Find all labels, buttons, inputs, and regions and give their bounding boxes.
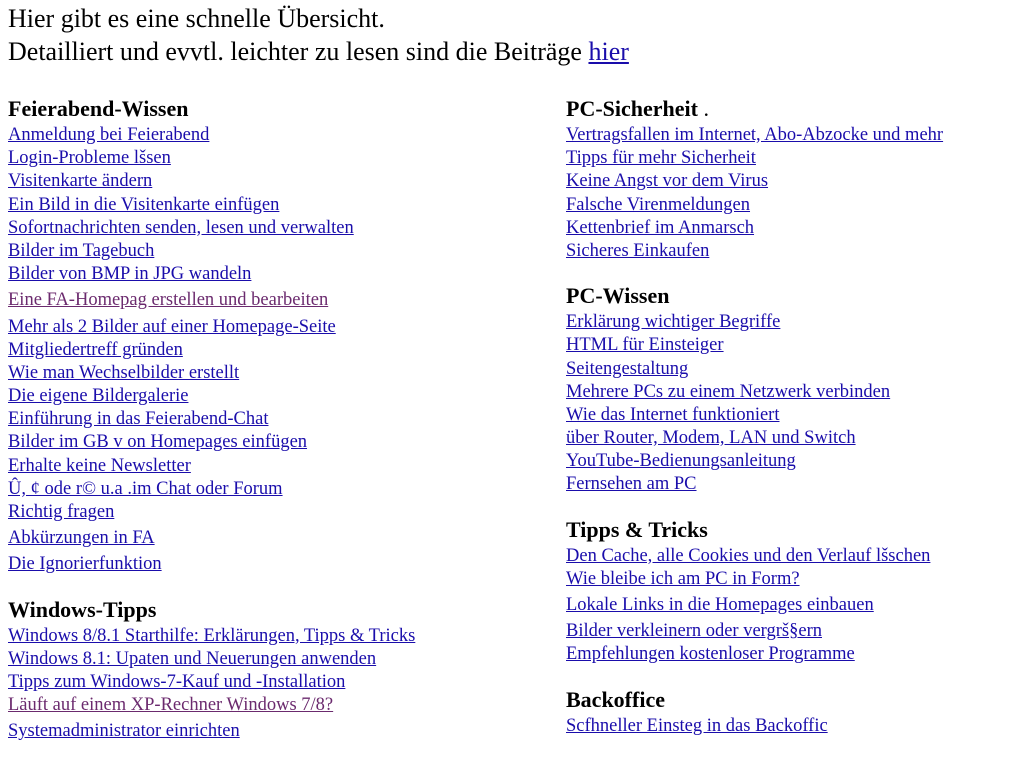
link-list-tipps-tricks — [566, 545, 1016, 667]
link-lokale-links[interactable]: Lokale Links in die Homepages einbauen — [566, 595, 874, 615]
link-mehr-sicherheit[interactable]: Tipps für mehr Sicherheit — [566, 148, 756, 169]
link-seitengestaltung[interactable]: Seitengestaltung — [566, 358, 689, 379]
link-pc-form[interactable]: Wie bleibe ich am PC in Form? — [566, 568, 800, 589]
link-sofortnachrichten[interactable]: Sofortnachrichten senden, lesen und verwalten — [8, 217, 354, 238]
intro — [8, 2, 629, 68]
link-sicheres-einkaufen[interactable]: Sicheres Einkaufen — [566, 240, 710, 261]
link-bilder-verkleinern[interactable]: Bilder verkleinern oder vergrš§ern — [566, 621, 822, 642]
section-title-pc-sicherheit-text: PC-Sicherheit — [566, 96, 698, 121]
section-pc-sicherheit — [566, 94, 1016, 263]
link-fa-homepage[interactable]: Eine FA-Homepag erstellen und bearbeiten — [8, 290, 329, 311]
link-youtube[interactable]: YouTube-Bedienungsanleitung — [566, 451, 796, 472]
section-title-windows-tipps: Windows-Tipps — [8, 596, 157, 622]
link-virenmeldungen[interactable]: Falsche Virenmeldungen — [566, 194, 751, 215]
link-mehr-bilder[interactable]: Mehr als 2 Bilder auf einer Homepage-Seite — [8, 316, 336, 337]
link-systemadministrator[interactable]: Systemadministrator einrichten — [8, 721, 240, 742]
section-backoffice — [566, 685, 1016, 738]
link-list-windows-tipps — [8, 625, 548, 744]
section-pc-wissen — [566, 281, 1016, 497]
link-bildergalerie[interactable]: Die eigene Bildergalerie — [8, 386, 189, 407]
section-title-pc-wissen: PC-Wissen — [566, 283, 670, 309]
link-bild-visitenkarte[interactable]: Ein Bild in die Visitenkarte einfügen — [8, 194, 280, 215]
hier-link[interactable]: hier — [588, 37, 629, 66]
link-backoffice-einstieg[interactable]: Scfhneller Einsteg in das Backoffic — [566, 715, 828, 736]
right-column — [566, 94, 1016, 756]
link-fernsehen[interactable]: Fernsehen am PC — [566, 474, 697, 495]
link-bmp-jpg[interactable]: Bilder von BMP in JPG wandeln — [8, 264, 252, 285]
link-richtig-fragen[interactable]: Richtig fragen — [8, 502, 115, 522]
link-kettenbrief[interactable]: Kettenbrief im Anmarsch — [566, 217, 755, 238]
link-list-pc-wissen — [566, 311, 1016, 497]
link-xp-rechner[interactable]: Läuft auf einem XP-Rechner Windows 7/8? — [8, 695, 334, 716]
link-begriffe[interactable]: Erklärung wichtiger Begriffe — [566, 312, 781, 333]
link-ignorierfunktion[interactable]: Die Ignorierfunktion — [8, 554, 162, 575]
link-windows-8-starthilfe[interactable]: Windows 8/8.1 Starthilfe: Erklärungen, Tipps & Tricks — [8, 625, 416, 646]
section-feierabend-wissen — [8, 94, 548, 577]
link-list-backoffice — [566, 715, 1016, 738]
link-cache-cookies[interactable]: Den Cache, alle Cookies und den Verlauf lšschen — [566, 545, 931, 566]
link-html-einsteiger[interactable]: HTML für Einsteiger — [566, 335, 724, 356]
intro-line-2 — [8, 35, 629, 68]
link-virus[interactable]: Keine Angst vor dem Virus — [566, 171, 769, 192]
intro-line-2-text: Detailliert und evvtl. leichter zu lesen sind die Beiträge — [8, 37, 589, 66]
link-netzwerk[interactable]: Mehrere PCs zu einem Netzwerk verbinden — [566, 381, 891, 402]
section-tipps-tricks — [566, 515, 1016, 667]
link-chat-einfuehrung[interactable]: Einführung in das Feierabend-Chat — [8, 409, 269, 430]
link-anmeldung[interactable]: Anmeldung bei Feierabend — [8, 125, 210, 145]
intro-line-1: Hier gibt es eine schnelle Übersicht. — [8, 4, 385, 33]
section-title-backoffice: Backoffice — [566, 686, 665, 712]
link-visitenkarte-aendern[interactable]: Visitenkarte ändern — [8, 171, 153, 192]
link-list-pc-sicherheit — [566, 124, 1016, 263]
link-wechselbilder[interactable]: Wie man Wechselbilder erstellt — [8, 362, 240, 383]
link-bilder-tagebuch[interactable]: Bilder im Tagebuch — [8, 240, 155, 261]
section-title-feierabend-wissen: Feierabend-Wissen — [8, 96, 189, 121]
link-abkuerzungen[interactable]: Abkürzungen in FA — [8, 528, 155, 549]
link-kostenlose-programme[interactable]: Empfehlungen kostenloser Programme — [566, 644, 855, 665]
link-windows-81-update[interactable]: Windows 8.1: Upaten und Neuerungen anwenden — [8, 648, 377, 669]
left-column — [8, 94, 548, 759]
link-newsletter[interactable]: Erhalte keine Newsletter — [8, 455, 191, 476]
section-title-suffix: . — [697, 96, 709, 121]
link-mitgliedertreff[interactable]: Mitgliedertreff gründen — [8, 339, 183, 360]
link-list-feierabend-wissen — [8, 124, 548, 577]
section-title-pc-sicherheit — [566, 94, 1016, 124]
link-windows-7-kauf[interactable]: Tipps zum Windows-7-Kauf und -Installation — [8, 671, 346, 692]
link-bilder-gb[interactable]: Bilder im GB v on Homepages einfügen — [8, 432, 308, 453]
link-vertragsfallen[interactable]: Vertragsfallen im Internet, Abo-Abzocke und mehr — [566, 125, 944, 145]
section-windows-tipps — [8, 595, 548, 744]
link-router-modem[interactable]: über Router, Modem, LAN und Switch — [566, 428, 856, 449]
link-sonderzeichen[interactable]: Û, ¢ ode r© u.a .im Chat oder Forum — [8, 478, 283, 499]
link-internet-funktion[interactable]: Wie das Internet funktioniert — [566, 404, 780, 425]
section-title-tipps-tricks: Tipps & Tricks — [566, 516, 708, 542]
link-login-probleme[interactable]: Login-Probleme lšsen — [8, 148, 171, 169]
